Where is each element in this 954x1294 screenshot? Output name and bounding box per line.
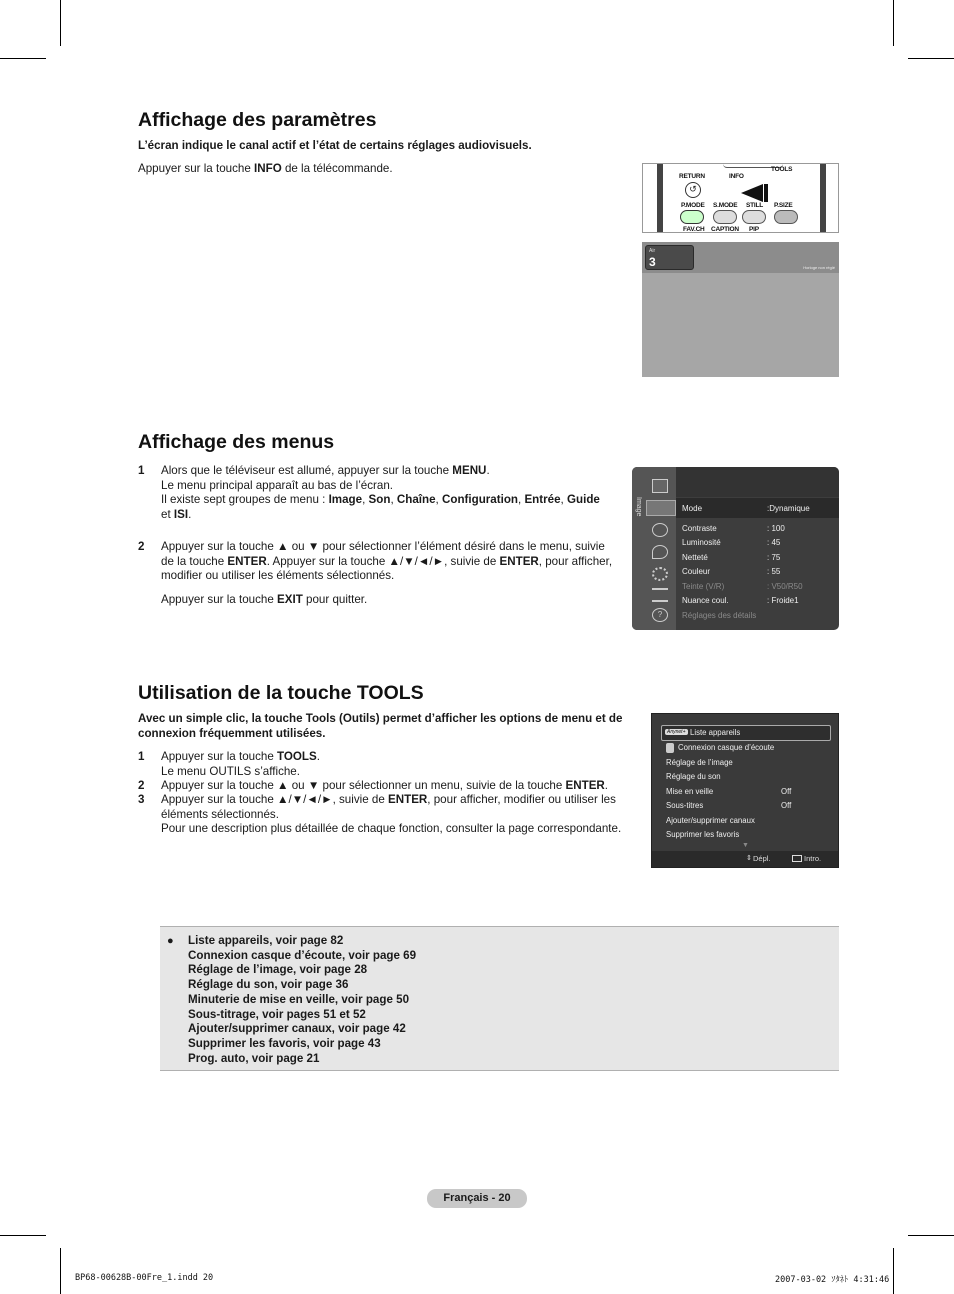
tools-step-3: Appuyer sur la touche ▲/▼/◄/►, suivie de ENTER, pour afficher, modifier ou utiliser les éléments sélectionnés. Pour une description plus détaillée de chaque fonction, consulter la page correspondante.: [161, 793, 622, 836]
enter-label: Intro.: [804, 854, 822, 863]
tools-item: Réglage de l’image: [666, 758, 733, 767]
section-intro: L’écran indique le canal actif et l’état de certains réglages audiovisuels.: [138, 139, 532, 152]
crop-mark: [60, 1248, 61, 1294]
reference-list: [188, 934, 416, 1066]
tools-menu-screen: [651, 713, 839, 868]
tools-step-1: Appuyer sur la touche TOOLS. Le menu OUTILS s’affiche.: [161, 750, 320, 778]
section-title-parametres: Affichage des paramètres: [138, 109, 377, 131]
crop-mark: [0, 58, 46, 59]
step-number: 2: [138, 779, 145, 792]
menu-row: Netteté: [682, 553, 708, 562]
tools-item: Ajouter/supprimer canaux: [666, 816, 755, 825]
menu-row-value: : 100: [767, 524, 785, 533]
section-title-menus: Affichage des menus: [138, 431, 335, 453]
menu-row: Contraste: [682, 524, 717, 533]
menu-row: Couleur: [682, 567, 711, 576]
menu-row-value: : 45: [767, 538, 781, 547]
reference-item: Ajouter/supprimer canaux, voir page 42: [188, 1022, 406, 1036]
menu-row-value: : 55: [767, 567, 781, 576]
reference-item: Minuterie de mise en veille, voir page 50: [188, 992, 410, 1006]
scroll-down-icon: ▼: [742, 842, 749, 849]
info-step: Appuyer sur la touche INFO de la télécommande.: [138, 162, 393, 175]
reference-item: Sous-titrage, voir pages 51 et 52: [188, 1007, 366, 1021]
menu-row: Teinte (V/R): [682, 582, 725, 591]
guide-menu-icon: ?: [652, 608, 668, 622]
footer-file: BP68-00628B-00Fre_1.indd 20: [75, 1273, 214, 1283]
image-menu-screen: [632, 467, 839, 630]
channel-box: [645, 245, 694, 270]
enter-icon: [792, 855, 802, 862]
clock-status: Horloge non réglé: [803, 265, 835, 270]
sidebar-label: Image: [635, 497, 642, 517]
crop-mark: [908, 58, 954, 59]
menu-icon: [652, 479, 668, 493]
image-menu-icon: [646, 500, 676, 516]
reference-item: Liste appareils, voir page 82: [188, 934, 344, 947]
section-title-tools: Utilisation de la touche TOOLS: [138, 682, 424, 704]
channel-menu-icon: [652, 545, 668, 559]
tools-item-value: Off: [781, 787, 792, 796]
menu-row: Luminosité: [682, 538, 721, 547]
tools-item: Liste appareils: [690, 728, 741, 737]
reference-item: Connexion casque d’écoute, voir page 69: [188, 948, 417, 962]
input-menu-icon: [652, 588, 668, 602]
menu-row: Nuance coul.: [682, 596, 729, 605]
info-bar-icon: [764, 184, 768, 202]
info-arrow-icon: [741, 184, 763, 202]
menu-step-2: Appuyer sur la touche ▲ ou ▼ pour sélectionner l’élément désiré dans le menu, suivie de la touche ENTER. Appuyer sur la touche ▲/▼/◄/►, suivie de ENTER, pour afficher, modifier ou utiliser les éléments sélectionnés.: [161, 540, 613, 583]
reference-item: Prog. auto, voir page 21: [188, 1051, 320, 1065]
crop-mark: [893, 1248, 894, 1294]
tools-item: Connexion casque d’écoute: [678, 743, 775, 752]
tools-item: Sous-titres: [666, 801, 704, 810]
step-number: 2: [138, 540, 145, 553]
crop-mark: [908, 1235, 954, 1236]
menu-mode-label: Mode: [682, 504, 703, 513]
bullet-icon: ●: [167, 935, 174, 947]
step-number: 1: [138, 464, 145, 477]
tools-item-value: Off: [781, 801, 792, 810]
step-number: 3: [138, 793, 145, 806]
return-icon: ↺: [685, 182, 701, 198]
tools-footer: [652, 851, 838, 867]
crop-mark: [0, 1235, 46, 1236]
page-number-badge: Français - 20: [427, 1189, 527, 1208]
menu-step-1: Alors que le téléviseur est allumé, appuyer sur la touche MENU. Le menu principal apparaît au bas de l’écran. Il existe sept groupes de menu : Image, Son, Chaîne, Configuration, Entrée, Guide et ISI.: [161, 464, 600, 521]
tools-item: Réglage du son: [666, 772, 721, 781]
step-number: 1: [138, 750, 145, 763]
menu-row-value: : Froide1: [767, 596, 799, 605]
reference-item: Réglage du son, voir page 36: [188, 978, 349, 992]
move-label: Dépl.: [753, 854, 771, 863]
tools-intro-line1: Avec un simple clic, la touche Tools (Outils) permet d’afficher les options de menu et de: [138, 712, 623, 725]
crop-mark: [60, 0, 61, 46]
menu-row: Réglages des détails: [682, 611, 757, 620]
reference-item: Réglage de l’image, voir page 28: [188, 963, 368, 977]
setup-menu-icon: [652, 567, 668, 581]
reference-item: Supprimer les favoris, voir page 43: [188, 1036, 381, 1050]
channel-number: 3: [649, 255, 656, 269]
footer-date: 2007-03-02 ｿﾀﾈﾄ 4:31:46: [775, 1275, 890, 1285]
crop-mark: [893, 0, 894, 46]
move-icon: ⇕: [746, 855, 752, 862]
tools-item: Mise en veille: [666, 787, 714, 796]
remote-control-image: RETURN INFO TOOLS ↺ P.MODE S.MODE STILL P.SIZE FAV.CH CAPTION PIP: [642, 163, 839, 233]
headphone-icon: [666, 743, 674, 753]
menu-mode-value: :Dynamique: [767, 504, 810, 513]
tools-step-2: Appuyer sur la touche ▲ ou ▼ pour sélectionner un menu, suivie de la touche ENTER.: [161, 779, 609, 792]
sound-menu-icon: [652, 523, 668, 537]
channel-source: Air: [649, 248, 656, 254]
menu-row-value: : V50/R50: [767, 582, 803, 591]
anynet-logo: Anynet+: [667, 729, 686, 735]
exit-instruction: Appuyer sur la touche EXIT pour quitter.: [161, 593, 368, 606]
menu-row-value: : 75: [767, 553, 781, 562]
channel-info-screen: [642, 242, 839, 377]
tools-item: Supprimer les favoris: [666, 830, 740, 839]
reference-note-box: [160, 926, 839, 1071]
tools-intro-line2: connexion fréquemment utilisées.: [138, 727, 326, 740]
